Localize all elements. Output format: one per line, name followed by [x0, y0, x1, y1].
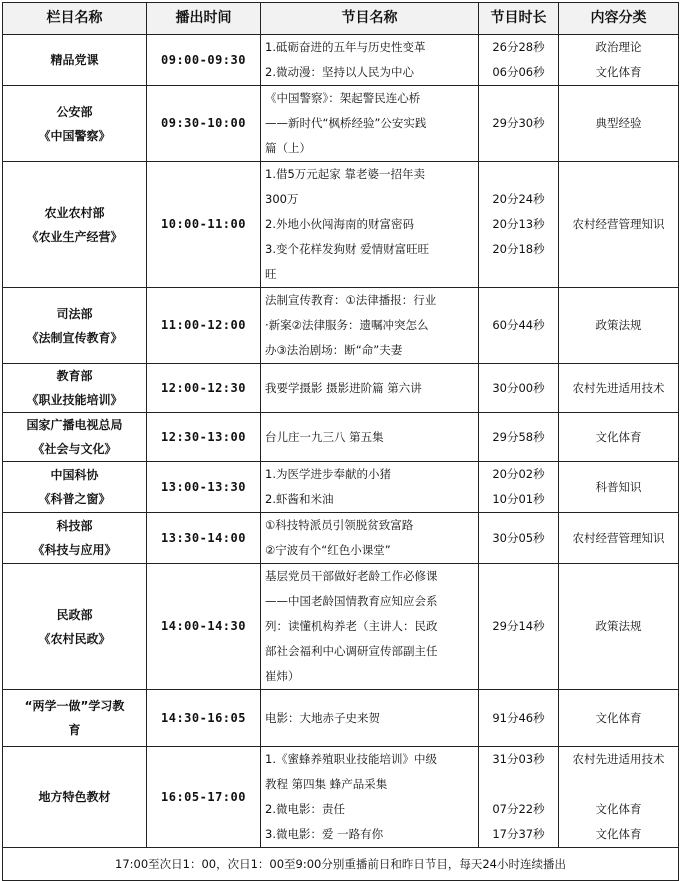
duration-line: 20分13秒 — [492, 217, 545, 231]
header-column-name: 栏目名称 — [3, 3, 147, 35]
category-cell — [559, 564, 679, 690]
column-name-cell — [3, 86, 147, 162]
category-line: 文化体育 — [595, 65, 642, 79]
duration-line: 60分44秒 — [492, 318, 545, 332]
duration-line: 07分22秒 — [492, 802, 545, 816]
program-name-cell — [261, 690, 479, 747]
program-line: 列：读懂机构养老（主讲人：民政 — [265, 619, 438, 633]
duration-line: 20分24秒 — [492, 192, 545, 206]
category-line: 政策法规 — [595, 619, 642, 633]
program-line: 1.《蜜蜂养殖职业技能培训》中级 — [265, 752, 437, 766]
column-name-line: 精品党课 — [50, 53, 99, 67]
program-line: 电影：大地赤子史来贺 — [265, 710, 380, 725]
table-row — [3, 747, 679, 848]
column-name-cell — [3, 690, 147, 747]
program-name-cell — [261, 747, 479, 848]
column-name-line: 教育部 — [56, 369, 93, 383]
table-row — [3, 690, 679, 747]
column-name-line: 《农业生产经营》 — [26, 229, 123, 244]
category-line: 政治理论 — [595, 40, 642, 54]
schedule-table — [2, 2, 679, 881]
broadcast-time-cell: 09:00-09:30 — [147, 35, 261, 86]
duration-cell — [479, 288, 559, 364]
category-line: 农村先进适用技术 — [572, 752, 665, 766]
category-cell — [559, 690, 679, 747]
program-name-cell — [261, 35, 479, 86]
category-line: 政策法规 — [595, 318, 642, 332]
column-name-cell — [3, 747, 147, 848]
column-name-line: 《法制宣传教育》 — [26, 330, 123, 345]
program-line: 《中国警察》：架起警民连心桥 — [265, 91, 421, 105]
duration-line: 29分58秒 — [492, 429, 545, 444]
program-name-cell — [261, 86, 479, 162]
column-name-cell — [3, 462, 147, 513]
footer-row — [3, 848, 679, 881]
column-name-line: 《社会与文化》 — [32, 442, 117, 456]
column-name-cell — [3, 162, 147, 288]
column-name-cell — [3, 413, 147, 462]
category-line: 文化体育 — [595, 802, 642, 816]
broadcast-time-cell: 12:00-12:30 — [147, 364, 261, 413]
duration-cell — [479, 513, 559, 564]
duration-cell — [479, 162, 559, 288]
table-row — [3, 564, 679, 690]
category-line: 文化体育 — [595, 710, 642, 725]
duration-line: 26分28秒 — [492, 40, 545, 54]
category-line: 农村先进适用技术 — [572, 380, 665, 395]
column-name-cell — [3, 513, 147, 564]
program-line: 旺 — [265, 267, 277, 281]
duration-line: 29分14秒 — [492, 619, 545, 633]
broadcast-time-cell: 16:05-17:00 — [147, 747, 261, 848]
program-name-cell — [261, 288, 479, 364]
column-name-line: 司法部 — [56, 306, 93, 321]
broadcast-time-cell: 10:00-11:00 — [147, 162, 261, 288]
table-row — [3, 162, 679, 288]
column-name-line: “两学一做”学习教 — [24, 699, 125, 713]
column-name-line: 中国科协 — [50, 468, 99, 482]
header-broadcast-time: 播出时间 — [147, 3, 261, 35]
column-name-line: 国家广播电视总局 — [26, 418, 123, 432]
broadcast-time-cell: 14:00-14:30 — [147, 564, 261, 690]
program-line: ·新案②法律服务：遗嘱冲突怎么 — [265, 318, 429, 332]
program-line: 台儿庄一九三八 第五集 — [265, 429, 384, 444]
broadcast-time-cell: 13:30-14:00 — [147, 513, 261, 564]
category-cell — [559, 747, 679, 848]
program-line: 2.微电影：责任 — [265, 802, 345, 816]
category-line: 文化体育 — [595, 429, 642, 444]
duration-cell — [479, 364, 559, 413]
column-name-line: 地方特色教材 — [38, 790, 111, 804]
category-line: 农村经营管理知识 — [572, 530, 665, 545]
program-line: ②宁波有个“红色小课堂” — [265, 543, 391, 557]
column-name-line: 《职业技能培训》 — [26, 393, 123, 407]
program-line: 300万 — [265, 192, 299, 206]
category-cell — [559, 288, 679, 364]
program-line: 2.微动漫：坚持以人民为中心 — [265, 65, 414, 79]
program-line: 篇（上） — [265, 141, 311, 155]
category-cell — [559, 364, 679, 413]
program-line: 部社会福利中心调研宣传部副主任 — [265, 644, 438, 658]
header-program-name: 节目名称 — [261, 3, 479, 35]
table-row — [3, 86, 679, 162]
program-line: 我要学摄影 摄影进阶篇 第六讲 — [265, 380, 422, 395]
header-row — [3, 3, 679, 35]
category-line — [563, 772, 674, 797]
column-name-cell — [3, 35, 147, 86]
column-name-cell — [3, 564, 147, 690]
duration-line: 20分18秒 — [492, 242, 545, 256]
category-cell — [559, 513, 679, 564]
program-line: 3.微电影：爱 一路有你 — [265, 827, 384, 841]
duration-line: 30分05秒 — [492, 530, 545, 545]
category-line: 科普知识 — [595, 479, 642, 494]
header-duration: 节目时长 — [479, 3, 559, 35]
column-name-line: 农业农村部 — [44, 205, 105, 220]
program-name-cell — [261, 564, 479, 690]
program-line: 基层党员干部做好老龄工作必修课 — [265, 569, 438, 583]
duration-line: 06分06秒 — [492, 65, 545, 79]
column-name-cell — [3, 364, 147, 413]
header-category: 内容分类 — [559, 3, 679, 35]
category-line: 农村经营管理知识 — [572, 217, 665, 231]
duration-line — [483, 772, 554, 797]
category-cell — [559, 86, 679, 162]
column-name-line: 《科普之窗》 — [38, 492, 111, 506]
column-name-cell — [3, 288, 147, 364]
duration-line: 29分30秒 — [492, 116, 545, 130]
program-line: 2.外地小伙闯海南的财富密码 — [265, 217, 414, 231]
duration-line: 30分00秒 — [492, 380, 545, 395]
duration-cell — [479, 564, 559, 690]
duration-line: 91分46秒 — [492, 710, 545, 725]
table-row — [3, 462, 679, 513]
duration-cell — [479, 413, 559, 462]
table-row — [3, 413, 679, 462]
program-line: ①科技特派员引领脱贫致富路 — [265, 518, 414, 532]
category-cell — [559, 462, 679, 513]
program-line: 崔炜） — [265, 669, 300, 683]
broadcast-time-cell: 14:30-16:05 — [147, 690, 261, 747]
table-row — [3, 364, 679, 413]
program-line: 1.借5万元起家 靠老婆一招年卖 — [265, 167, 425, 181]
category-cell — [559, 35, 679, 86]
table-row — [3, 513, 679, 564]
program-line: ——新时代“枫桥经验”公安实践 — [265, 116, 427, 130]
column-name-line: 民政部 — [56, 607, 93, 622]
duration-line: 10分01秒 — [492, 492, 545, 506]
program-name-cell — [261, 462, 479, 513]
column-name-line: 《中国警察》 — [38, 128, 111, 143]
program-line: 1.砥砺奋进的五年与历史性变革 — [265, 40, 426, 54]
table-row — [3, 288, 679, 364]
column-name-line: 《科技与应用》 — [32, 543, 117, 557]
duration-cell — [479, 86, 559, 162]
category-line: 典型经验 — [595, 116, 642, 130]
program-name-cell — [261, 364, 479, 413]
table-row — [3, 35, 679, 86]
program-line: 2.虾酱和米油 — [265, 492, 334, 506]
program-line: 3.变个花样发狗财 爱情财富旺旺 — [265, 242, 430, 256]
column-name-line: 育 — [68, 723, 81, 737]
category-cell — [559, 413, 679, 462]
duration-cell — [479, 462, 559, 513]
broadcast-time-cell: 12:30-13:00 — [147, 413, 261, 462]
duration-cell — [479, 747, 559, 848]
program-name-cell — [261, 162, 479, 288]
category-line: 文化体育 — [595, 827, 642, 841]
column-name-line: 科技部 — [56, 519, 93, 533]
program-line: ——中国老龄国情教育应知应会系 — [265, 594, 438, 608]
category-cell — [559, 162, 679, 288]
program-line: 1.为医学进步奉献的小猪 — [265, 467, 391, 481]
program-name-cell — [261, 513, 479, 564]
program-line: 法制宣传教育：①法律播报：行业 — [265, 293, 437, 307]
program-line: 办③法治剧场：断“命”夫妻 — [265, 343, 403, 357]
duration-line: 31分03秒 — [492, 752, 545, 766]
broadcast-time-cell: 13:00-13:30 — [147, 462, 261, 513]
duration-cell — [479, 690, 559, 747]
broadcast-time-cell: 09:30-10:00 — [147, 86, 261, 162]
broadcast-time-cell: 11:00-12:00 — [147, 288, 261, 364]
program-line: 教程 第四集 蜂产品采集 — [265, 777, 388, 791]
program-name-cell — [261, 413, 479, 462]
duration-line: 20分02秒 — [492, 467, 545, 481]
column-name-line: 《农村民政》 — [38, 631, 111, 646]
rebroadcast-note: 17:00至次日1：00，次日1：00至9:00分别重播前日和昨日节目，每天24小时连续播出 — [3, 848, 679, 881]
duration-line: 17分37秒 — [492, 827, 545, 841]
duration-cell — [479, 35, 559, 86]
column-name-line: 公安部 — [56, 104, 93, 119]
